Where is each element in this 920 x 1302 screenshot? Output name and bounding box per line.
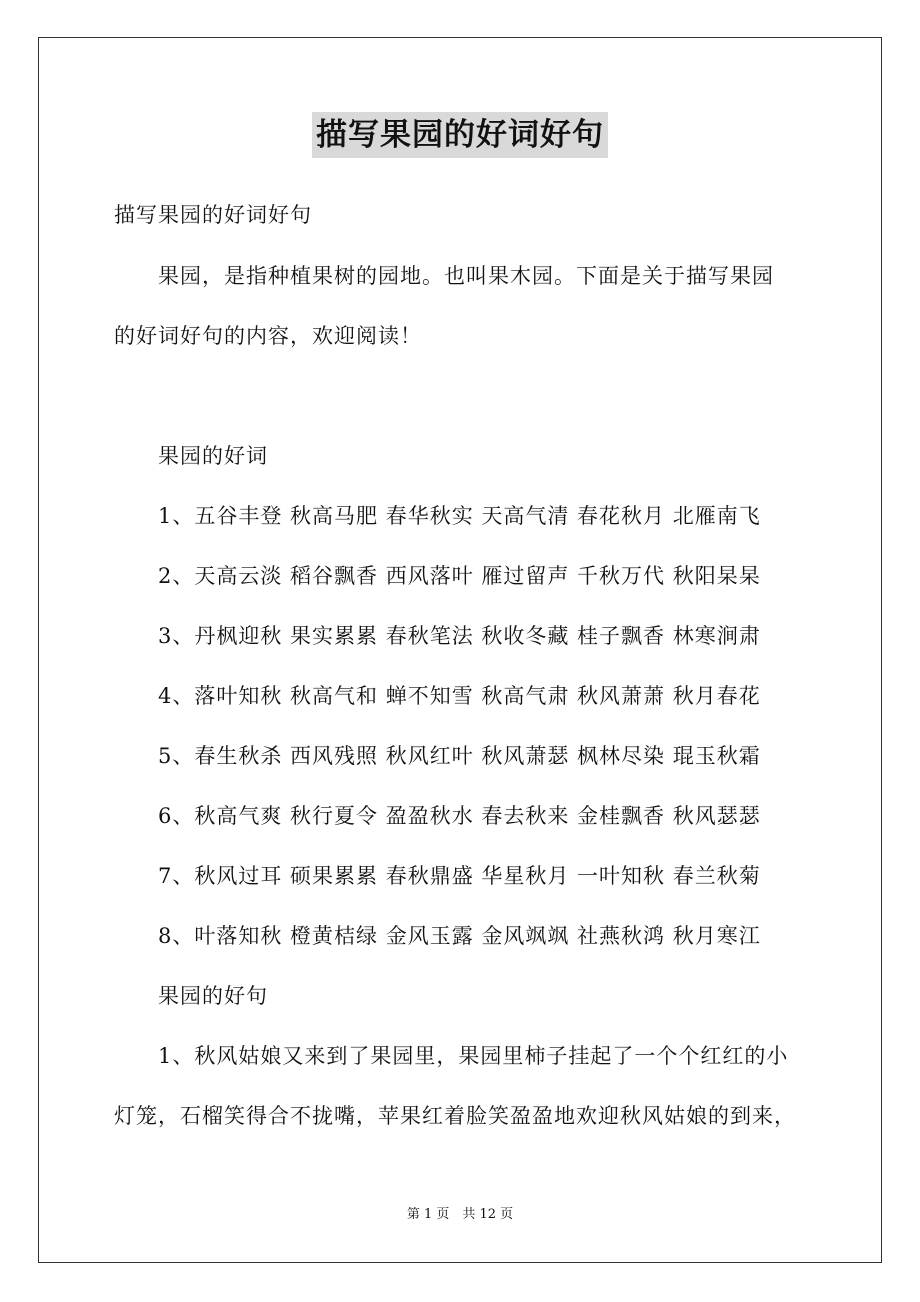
sentence-paragraph-line-2: 灯笼，石榴笑得合不拢嘴，苹果红着脸笑盈盈地欢迎秋风姑娘的到来， <box>114 1104 796 1128</box>
subtitle: 描写果园的好词好句 <box>114 203 312 227</box>
word-line-8: 8、叶落知秋 橙黄桔绿 金风玉露 金风飒飒 社燕秋鸿 秋月寒江 <box>158 924 761 948</box>
word-line-2: 2、天高云淡 稻谷飘香 西风落叶 雁过留声 千秋万代 秋阳杲杲 <box>158 564 761 588</box>
word-line-4: 4、落叶知秋 秋高气和 蝉不知雪 秋高气肃 秋风萧萧 秋月春花 <box>158 684 761 708</box>
section-heading-words: 果园的好词 <box>158 444 268 468</box>
word-line-5: 5、春生秋杀 西风残照 秋风红叶 秋风萧瑟 枫林尽染 琨玉秋霜 <box>158 744 761 768</box>
sentence-paragraph-line-1: 1、秋风姑娘又来到了果园里，果园里柿子挂起了一个个红红的小 <box>158 1044 789 1068</box>
intro-paragraph-line-1: 果园，是指种植果树的园地。也叫果木园。下面是关于描写果园 <box>158 264 774 288</box>
word-line-7: 7、秋风过耳 硕果累累 春秋鼎盛 华星秋月 一叶知秋 春兰秋菊 <box>158 864 761 888</box>
section-heading-sentences: 果园的好句 <box>158 984 268 1008</box>
page-footer: 第 1 页 共 12 页 <box>406 1207 514 1222</box>
word-line-3: 3、丹枫迎秋 果实累累 春秋笔法 秋收冬藏 桂子飘香 林寒涧肃 <box>158 624 761 648</box>
document-title <box>0 112 920 158</box>
word-line-1: 1、五谷丰登 秋高马肥 春华秋实 天高气清 春花秋月 北雁南飞 <box>158 504 761 528</box>
document-title-text: 描写果园的好词好句 <box>312 112 608 158</box>
word-line-6: 6、秋高气爽 秋行夏令 盈盈秋水 春去秋来 金桂飘香 秋风瑟瑟 <box>158 804 761 828</box>
intro-paragraph-line-2: 的好词好句的内容，欢迎阅读！ <box>114 324 422 348</box>
